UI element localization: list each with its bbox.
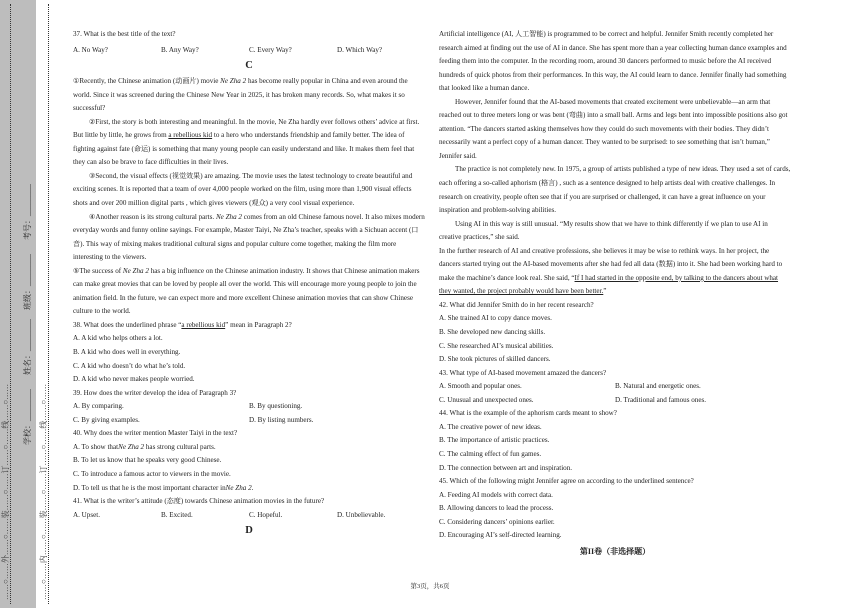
option: B. By questioning. [249, 402, 303, 411]
part-two-heading: 第II卷（非选择题） [579, 546, 651, 556]
page-footer: 第3页，共6页 [410, 583, 450, 590]
binding-gutter [0, 0, 60, 608]
option: C. Every Way? [249, 45, 292, 54]
question-42: 42. What did Jennifer Smith do in her recent research? [439, 300, 594, 309]
option: B. Excited. [161, 510, 193, 519]
exam-number-label: 考号：________ [23, 184, 32, 240]
option: A. By comparing. [73, 402, 124, 411]
option: A. She trained AI to copy dance moves. [439, 314, 552, 323]
passage-d-paragraph-4: Using AI in this way is still unusual. “My results show that we have to think differently if we plan to use AI in creative practices,” she said. [439, 219, 768, 242]
passage-c-paragraph-1: ①Recently, the Chinese animation (动画片) movie Ne Zha 2 has become really popular in China and even around the world. Since it was screened during the Chinese New Year in 2025, it has broken many records. So, what makes it so successful? [73, 77, 408, 113]
option: D. She took pictures of skilled dancers. [439, 355, 551, 364]
question-43-options [439, 380, 791, 407]
option: D. Which Way? [337, 45, 383, 54]
option: C. The calming effect of fun games. [439, 449, 542, 458]
option: C. Hopeful. [249, 510, 283, 519]
option: B. Natural and energetic ones. [615, 382, 701, 391]
option: A. The creative power of new ideas. [439, 422, 542, 431]
option: C. A kid who doesn’t do what he’s told. [73, 361, 186, 370]
option: D. By listing numbers. [249, 415, 314, 424]
option: D. To tell us that he is the most important character inNe Zha 2. [73, 483, 254, 492]
question-41-options [73, 509, 425, 523]
question-38: 38. What does the underlined phrase “a rebellious kid” mean in Paragraph 2? [73, 320, 292, 329]
option: D. Traditional and famous ones. [615, 395, 707, 404]
section-c-heading: C [245, 60, 253, 72]
option: C. Unusual and unexpected ones. [439, 395, 534, 404]
option: B. The importance of artistic practices. [439, 436, 550, 445]
class-label: 班级：________ [23, 254, 32, 310]
outer-seal-label: ……○……外……○……装……○……订……○……线……○…… [1, 383, 10, 600]
option: D. The connection between art and inspiration. [439, 463, 573, 472]
passage-d-paragraph-5: In the further research of AI and creative professions, she believes it may be wise to rethink ways. In her project, the dancers started trying out the AI-based movements after she had fed all data (数据) into it. She had been working hard to make the machine’s dance look real. She said, “If I had started in the opposite end, by talking to the dancers about what they wanted, the project probably would have been better.” [439, 246, 783, 296]
option: A. Upset. [73, 510, 100, 519]
passage-d-paragraph-2: However, Jennifer found that the AI-based movements that created excitement were unbelievable—an arm that reached out to three meters long or was bent (弯曲) into a small ball. Arms and legs bent into impossible positions also got attention. “The dancers started asking themselves how they could do such movements with their bodies. They didn’t necessarily want a perfect copy of a human dancer. They wanted to be surprised: to see something that isn’t human,” Jennifer said. [439, 97, 788, 160]
option: B. She developed new dancing skills. [439, 328, 546, 337]
question-37: 37. What is the best title of the text? [73, 30, 176, 38]
option: C. To introduce a famous actor to viewers in the movie. [73, 469, 231, 478]
passage-c-paragraph-5: ⑤The success of Ne Zha 2 has a big influence on the Chinese animation industry. It shows that Chinese animation makers can make great movies that can be loved by people all over the world. This will encourage more young people to join the animation field. In the future, we can expect more and more excellent Chinese animation movies that can show Chinese culture to the world. [73, 266, 420, 316]
option: B. A kid who does well in everything. [73, 348, 181, 357]
option: A. Feeding AI models with correct data. [439, 490, 553, 499]
outer-seal-line [10, 4, 11, 604]
section-d-heading: D [245, 525, 253, 537]
option: D. A kid who never makes people worried. [73, 375, 195, 384]
option: B. Any Way? [161, 45, 199, 54]
passage-d-paragraph-1: Artificial intelligence (AI, 人工智能) is programmed to be correct and helpful. Jennifer Smith recently completed her research aimed at finding out the use of AI in dance. She has spent more than a year collecting human dance examples and feeding them into the computer. In the recording room, around 30 dancers performed to music before the AI received hundreds of quick photos from their performances. In this way, the AI could learn to dance. Jennifer finally had something that looked like a human dance. [439, 30, 787, 93]
option: A. Smooth and popular ones. [439, 382, 522, 391]
passage-d-paragraph-3: The practice is not completely new. In 1975, a group of artists published a type of new ideas. They used a set of cards, each offering a so-called aphorism (格言) , such as a sentence designed to help artists deal with creative challenges. In research on creativity, people often see that if you are surprised or challenged, it can have a great influence on your inspiration and problem-solving abilities. [439, 165, 791, 215]
right-column [439, 28, 791, 558]
option: B. To let us know that he speaks very good Chinese. [73, 456, 222, 465]
question-43: 43. What type of AI-based movement amazed the dancers? [439, 368, 607, 377]
question-45: 45. Which of the following might Jennifer agree on according to the underlined sentence? [439, 477, 694, 486]
option: C. Considering dancers’ opinions earlier. [439, 517, 555, 526]
question-41: 41. What is the writer’s attitude (态度) towards Chinese animation movies in the future? [73, 497, 325, 506]
question-37-options [73, 44, 425, 58]
option: C. By giving examples. [73, 415, 140, 424]
name-label: 姓名：________ [23, 319, 32, 375]
option: B. Allowing dancers to lead the process. [439, 504, 554, 513]
question-39-options [73, 400, 425, 427]
inner-seal-line [48, 4, 49, 604]
option: D. Unbelievable. [337, 510, 386, 519]
left-column [73, 28, 425, 540]
option: A. To show thatNe Zha 2 has strong cultural parts. [73, 442, 216, 451]
passage-c-paragraph-4: ④Another reason is its strong cultural parts. Ne Zha 2 comes from an old Chinese famous novel. It also mixes modern everyday words and funny online sayings. For example, Master Taiyi, Ne Zha’s teacher, speaks with a Sichuan accent (口音). This way of mixing makes traditional cultural signs and popular culture come together, making the film more interesting to the viewers. [73, 212, 425, 262]
option: A. A kid who helps others a lot. [73, 334, 163, 343]
option: A. No Way? [73, 45, 108, 54]
school-label: 学校：________ [23, 389, 32, 445]
option: D. Encouraging AI’s self-directed learning. [439, 531, 562, 540]
option: C. She researched AI’s musical abilities. [439, 341, 554, 350]
inner-seal-label: ……○……内……○……装……○……订……○……线……○…… [39, 383, 48, 600]
question-39: 39. How does the writer develop the idea of Paragraph 3? [73, 388, 237, 397]
question-44: 44. What is the example of the aphorism cards meant to show? [439, 409, 617, 418]
question-40: 40. Why does the writer mention Master Taiyi in the text? [73, 429, 238, 438]
passage-c-paragraph-2: ②First, the story is both interesting and meaningful. In the movie, Ne Zha hardly ever follows others’ advice at first. But little by little, he grows from a rebellious kid to a hero who understands friendship and family better. The idea of fighting against fate (命运) is something that many young people can easily understand and like. It makes them feel that they can also be brave to face difficulties in their lives. [73, 117, 420, 167]
passage-c-paragraph-3: ③Second, the visual effects (视觉效果) are amazing. The movie uses the latest technology to create beautiful and exciting scenes. It is reported that a team of over 4,000 people worked on the film, using more than 1,900 visual effects shots and over 200 million digital parts , which gives viewers (观众) a very cool visual experience. [73, 171, 413, 208]
